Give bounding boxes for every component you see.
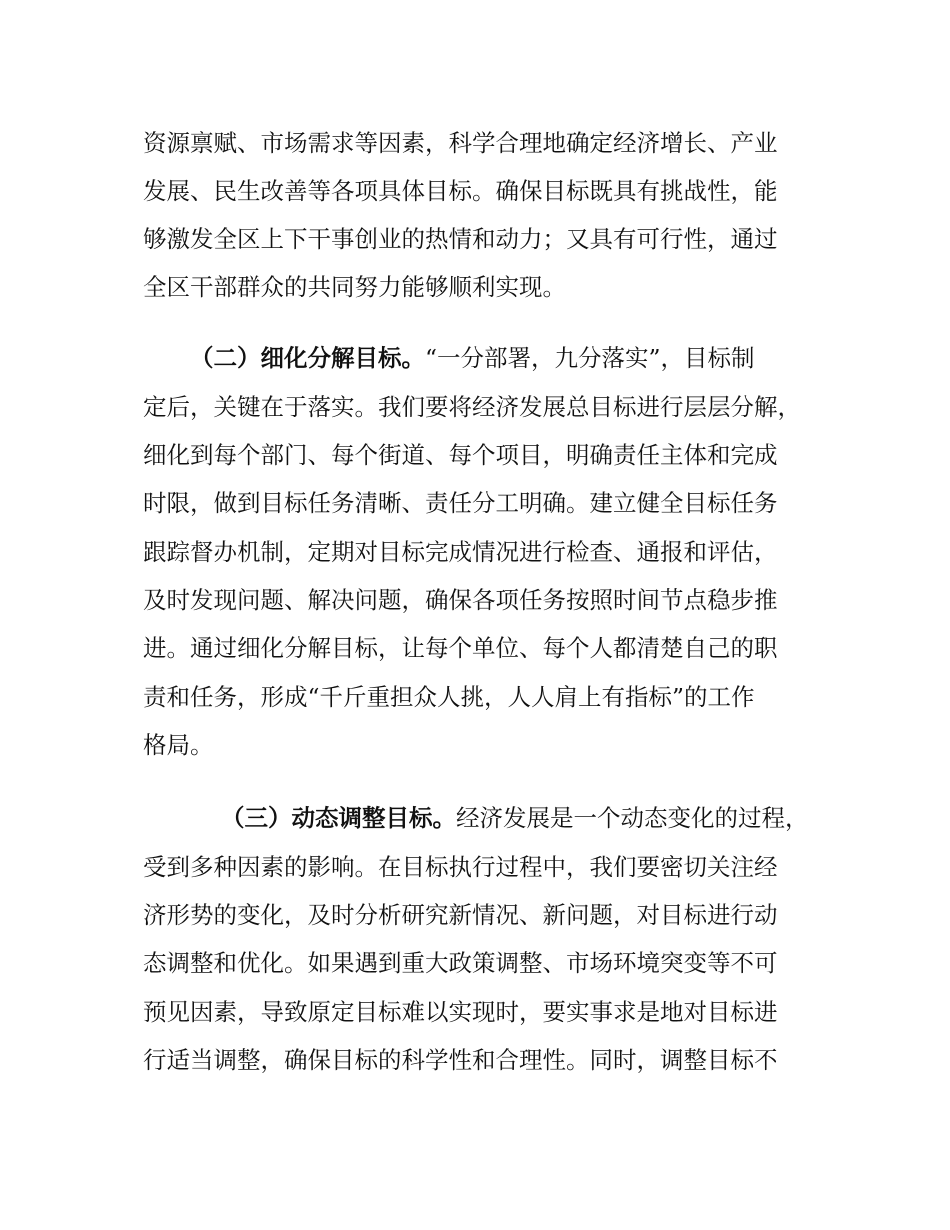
paragraph2-first-line — [190, 343, 755, 373]
paragraph2-line1-text: “一分部署，九分落实”，目标制 — [425, 344, 755, 372]
paragraph1-line: 够激发全区上下干事创业的热情和动力；又具有可行性，通过 — [143, 225, 778, 253]
paragraph3-first-line — [221, 803, 809, 833]
paragraph2-line: 定后，关键在于落实。我们要将经济发展总目标进行层层分解， — [143, 393, 801, 421]
paragraph3-line: 态调整和优化。如果遇到重大政策调整、市场环境突变等不可 — [143, 949, 778, 977]
paragraph3-line: 预见因素，导致原定目标难以实现时，要实事求是地对目标进 — [143, 998, 778, 1026]
paragraph2-line: 细化到每个部门、每个街道、每个项目，明确责任主体和完成 — [143, 441, 778, 469]
paragraph1-line: 发展、民生改善等各项具体目标。确保目标既具有挑战性，能 — [143, 177, 778, 205]
paragraph1-line: 全区干部群众的共同努力能够顺利实现。 — [143, 273, 566, 301]
paragraph2-line: 进。通过细化分解目标，让每个单位、每个人都清楚自己的职 — [143, 634, 778, 662]
paragraph2-line: 责和任务，形成“千斤重担众人挑，人人肩上有指标”的工作 — [143, 683, 755, 711]
paragraph1-line: 资源禀赋、市场需求等因素，科学合理地确定经济增长、产业 — [143, 129, 778, 157]
paragraph3-line: 济形势的变化，及时分析研究新情况、新问题，对目标进行动 — [143, 901, 778, 929]
paragraph2-line: 格局。 — [143, 731, 214, 759]
paragraph3-line1-text: 经济发展是一个动态变化的过程， — [456, 804, 809, 832]
paragraph2-line: 跟踪督办机制，定期对目标完成情况进行检查、通报和评估， — [143, 538, 778, 566]
paragraph2-line: 时限，做到目标任务清晰、责任分工明确。建立健全目标任务 — [143, 489, 778, 517]
paragraph3-line: 行适当调整，确保目标的科学性和合理性。同时，调整目标不 — [143, 1046, 778, 1074]
section-heading-3: （三）动态调整目标。 — [221, 804, 456, 832]
paragraph3-line: 受到多种因素的影响。在目标执行过程中，我们要密切关注经 — [143, 853, 778, 881]
section-heading-2: （二）细化分解目标。 — [190, 344, 425, 372]
paragraph2-line: 及时发现问题、解决问题，确保各项任务按照时间节点稳步推 — [143, 586, 778, 614]
